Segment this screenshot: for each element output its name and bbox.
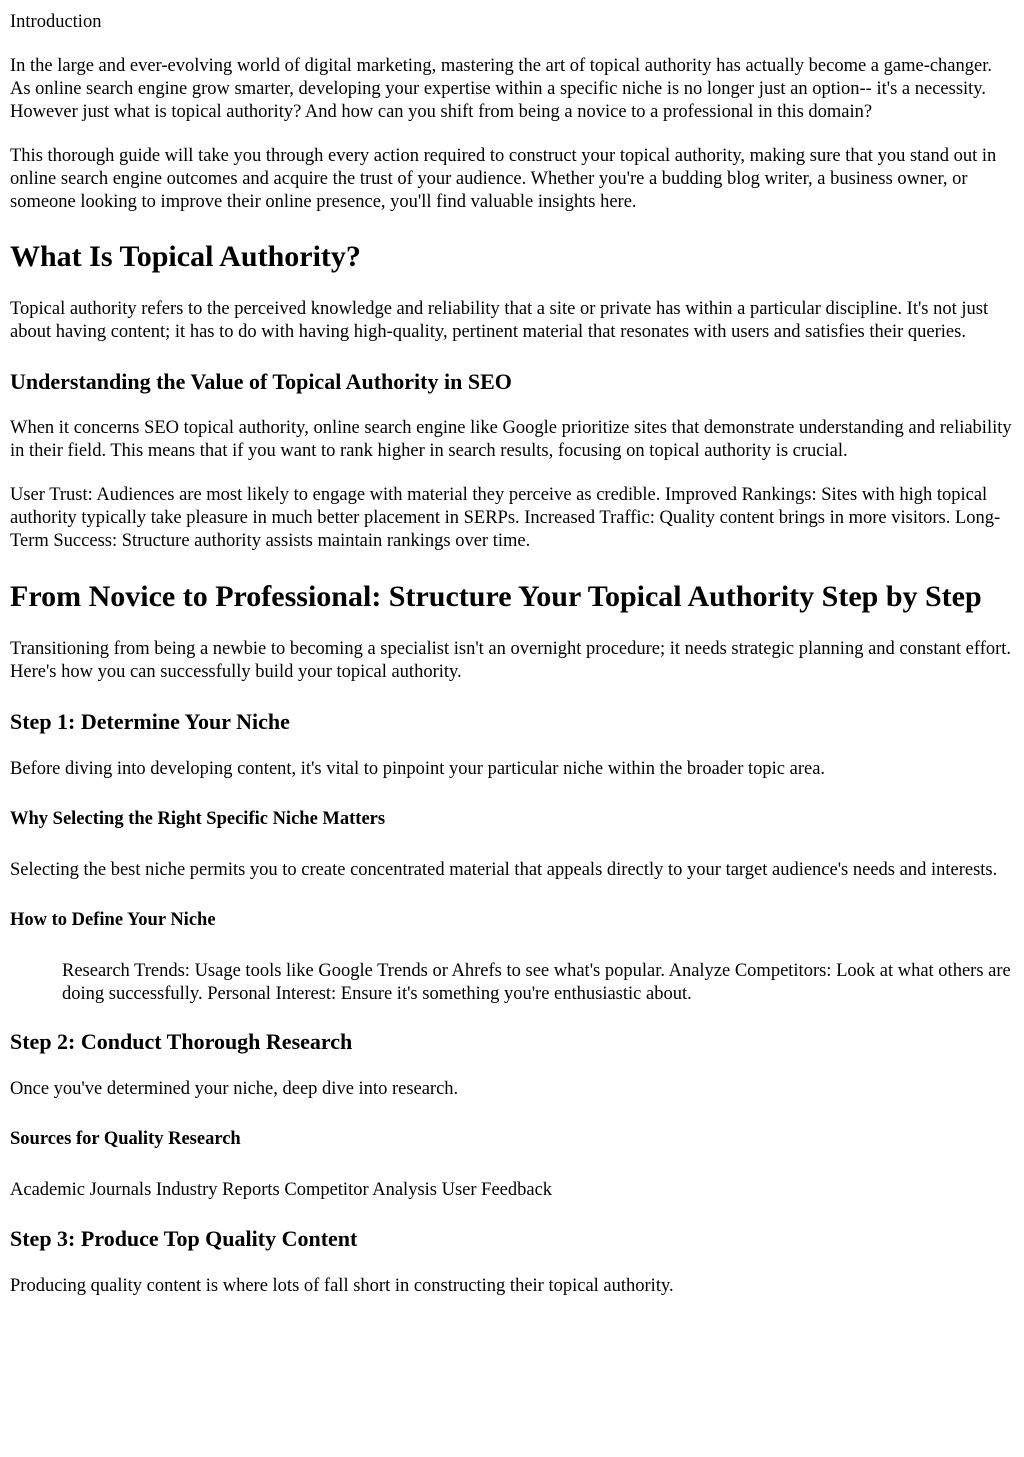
heading-why-niche-matters: Why Selecting the Right Specific Niche Matters (10, 809, 386, 829)
define-niche-quote-text: Research Trends: Usage tools like Google Trends or Ahrefs to see what's popular. Analyze Competitors: Look at what others are doing successfully. Personal Interest: Ensure it's something you're enthusiastic about. (62, 961, 1011, 1004)
novice-paragraph: Transitioning from being a newbie to becoming a specialist isn't an overnight procedure; it needs strategic planning and constant effort. Here's how you can successfully build your topical authority. (10, 639, 1012, 682)
heading-step-1: Step 1: Determine Your Niche (10, 709, 290, 734)
value-paragraph-1: When it concerns SEO topical authority, online search engine like Google prioritize sites that demonstrate understanding and reliability in their field. This means that if you want to rank higher in search results, focusing on topical authority is crucial. (10, 418, 1012, 461)
heading-novice-to-professional: From Novice to Professional: Structure Your Topical Authority Step by Step (10, 580, 982, 613)
heading-how-to-define-niche: How to Define Your Niche (10, 910, 216, 930)
heading-what-is-topical-authority: What Is Topical Authority? (10, 240, 361, 273)
sources-list-text: Academic Journals Industry Reports Competitor Analysis User Feedback (10, 1180, 553, 1200)
value-paragraph-2: User Trust: Audiences are most likely to engage with material they perceive as credible. Improved Rankings: Sites with high topical authority typically take pleasure in much better placement in SERPs. Increased Traffic: Quality content brings in more visitors. Long-Term Success: Structure authority assists maintain rankings over time. (10, 485, 1001, 551)
article (0, 11, 1024, 1298)
intro-paragraph-2: This thorough guide will take you through every action required to construct your topical authority, making sure that you stand out in online search engine outcomes and acquire the trust of your audience. Whether you're a budding blog writer, a business owner, or someone looking to improve their online presence, you'll find valuable insights here. (10, 146, 997, 212)
step-3-paragraph: Producing quality content is where lots of fall short in constructing their topical authority. (10, 1276, 674, 1296)
heading-step-2: Step 2: Conduct Thorough Research (10, 1029, 353, 1054)
intro-label: Introduction (10, 12, 102, 32)
why-niche-matters-paragraph: Selecting the best niche permits you to create concentrated material that appeals directly to your target audience's needs and interests. (10, 860, 998, 880)
step-1-paragraph: Before diving into developing content, it's vital to pinpoint your particular niche within the broader topic area. (10, 759, 826, 779)
heading-step-3: Step 3: Produce Top Quality Content (10, 1226, 358, 1251)
step-2-paragraph: Once you've determined your niche, deep dive into research. (10, 1079, 459, 1099)
define-niche-quote (62, 960, 1014, 1006)
intro-paragraph-1: In the large and ever-evolving world of digital marketing, mastering the art of topical authority has actually become a game-changer. As online search engine grow smarter, developing your expertise within a specific niche is no longer just an option-- it's a necessity. However just what is topical authority? And how can you shift from being a novice to a professional in this domain? (10, 56, 992, 122)
what-is-paragraph: Topical authority refers to the perceived knowledge and reliability that a site or private has within a particular discipline. It's not just about having content; it has to do with having high-quality, pertinent material that resonates with users and satisfies their queries. (10, 299, 989, 342)
heading-value-in-seo: Understanding the Value of Topical Authority in SEO (10, 369, 512, 394)
heading-sources-for-research: Sources for Quality Research (10, 1129, 241, 1149)
